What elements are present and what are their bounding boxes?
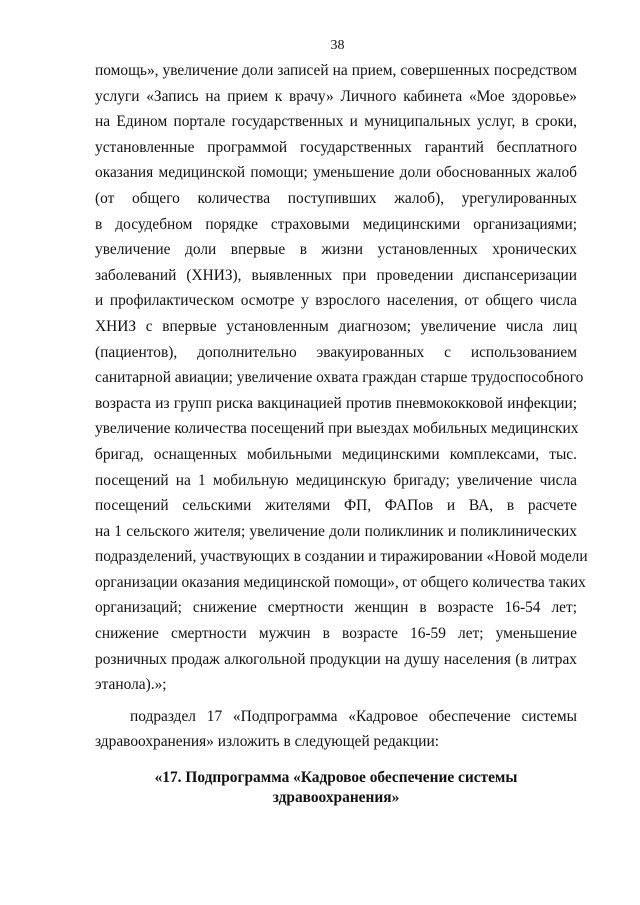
text-line: услуги «Запись на прием к врачу» Личного кабинета «Мое здоровье»	[95, 87, 577, 105]
text-line: установленные программой государственных гарантий бесплатного	[95, 138, 577, 156]
text-line: организаций; снижение смертности женщин в возрасте 16-54 лет;	[95, 599, 577, 617]
text-line: на 1 сельского жителя; увеличение доли поликлиник и поликлинических	[95, 522, 577, 540]
text-line: посещений сельскими жителями ФП, ФАПов и ВА, в расчете	[95, 497, 577, 515]
text-line: этанола).»;	[95, 676, 167, 694]
text-line: в досудебном порядке страховыми медицинскими организациями;	[95, 215, 577, 233]
text-line: возраста из групп риска вакцинацией против пневмококковой инфекции;	[95, 394, 577, 412]
text-line: подраздел 17 «Подпрограмма «Кадровое обеспечение системы	[130, 707, 577, 725]
text-line: санитарной авиации; увеличение охвата граждан старше трудоспособного	[95, 369, 584, 387]
text-line: розничных продаж алкогольной продукции на душу населения (в литрах	[95, 650, 577, 668]
text-line: ХНИЗ с впервые установленным диагнозом; увеличение числа лиц	[95, 317, 577, 335]
page-number: 38	[330, 38, 345, 53]
text-line: подразделений, участвующих в создании и тиражировании «Новой модели	[95, 548, 588, 566]
paragraph-subsection-17-instruction	[95, 704, 577, 755]
text-line: (от общего количества поступивших жалоб), урегулированных	[95, 189, 577, 207]
text-line: и профилактическом осмотре у взрослого населения, от общего числа	[95, 292, 577, 310]
text-line: снижение смертности мужчин в возрасте 16-59 лет; уменьшение	[95, 625, 577, 643]
text-line: (пациентов), дополнительно эвакуированных с использованием	[95, 343, 577, 361]
text-line: на Едином портале государственных и муниципальных услуг, в сроки,	[95, 113, 577, 131]
heading-line: здравоохранения»	[272, 789, 400, 806]
heading-line: «17. Подпрограмма «Кадровое обеспечение системы	[154, 769, 518, 786]
text-line: организации оказания медицинской помощи», от общего количества таких	[95, 573, 586, 591]
text-line: помощь», увеличение доли записей на прием, совершенных посредством	[95, 62, 577, 79]
text-line: заболеваний (ХНИЗ), выявленных при проведении диспансеризации	[95, 266, 577, 284]
document-body	[95, 58, 588, 755]
text-line: увеличение доли впервые в жизни установленных хронических	[95, 241, 577, 259]
text-line: бригад, оснащенных мобильными медицинскими комплексами, тыс.	[95, 445, 577, 463]
text-line: оказания медицинской помощи; уменьшение доли обоснованных жалоб	[95, 164, 577, 182]
section-heading	[95, 768, 577, 808]
text-line: посещений на 1 мобильную медицинскую бригаду; увеличение числа	[95, 471, 577, 489]
paragraph-amendment-indicators	[95, 58, 588, 698]
text-line: здравоохранения» изложить в следующей редакции:	[95, 733, 439, 751]
text-line: увеличение количества посещений при выездах мобильных медицинских	[95, 420, 579, 438]
